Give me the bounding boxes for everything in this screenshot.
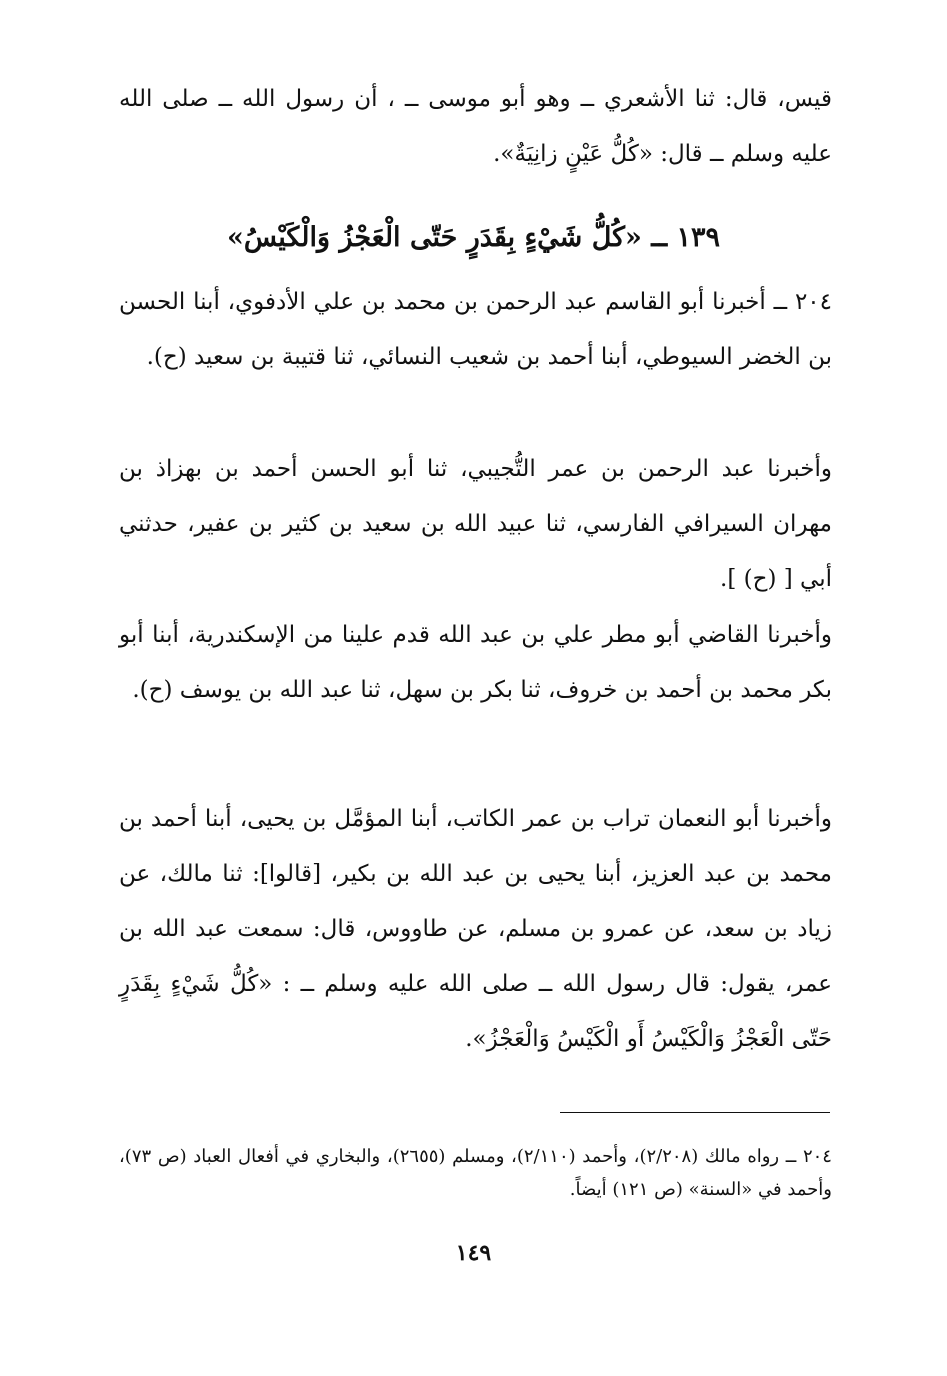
paragraph-abu-numan-chain: وأخبرنا أبو النعمان تراب بن عمر الكاتب، أبنا المؤمَّل بن يحيى، أبنا أحمد بن محمد بن عبد العزيز، أبنا يحيى بن عبد الله بن بكير، [قالوا]: ثنا مالك، عن زياد بن سعد، عن عمرو بن مسلم، عن طاووس، قال: سمعت عبد الله بن عمر، يقول: قال رسول الله ــ صلى الله عليه وسلم ــ : «كُلُّ شَيْءٍ بِقَدَرٍ حَتّى الْعَجْزُ وَالْكَيْسُ أَو الْكَيْسُ وَالْعَجْزُ». (119, 806, 832, 1052)
paragraph-tujibi-chain: وأخبرنا عبد الرحمن بن عمر التُّجيبي، ثنا أبو الحسن أحمد بن بهزاذ بن مهران السيرافي الفارسي، ثنا عبيد الله بن سعيد بن كثير بن عفير، حدثني أبي [ (ح) ]. (119, 456, 832, 592)
chapter-heading: ١٣٩ ــ «كُلُّ شَيْءٍ بِقَدَرٍ حَتّى الْعَجْزُ وَالْكَيْسُ» (226, 222, 721, 253)
footnote-divider (560, 1112, 830, 1113)
paragraph-hadith-204: ٢٠٤ ــ أخبرنا أبو القاسم عبد الرحمن بن محمد بن علي الأدفوي، أبنا الحسن بن الخضر السيوطي، أبنا أحمد بن شعيب النسائي، ثنا قتيبة بن سعيد (ح). (119, 289, 832, 370)
footnote: ٢٠٤ ــ رواه مالك (٢/٢٠٨)، وأحمد (٢/١١٠)، ومسلم (٢٦٥٥)، والبخاري في أفعال العباد (ص ٧٣)، وأحمد في «السنة» (ص ١٢١) أيضاً. (119, 1146, 832, 1200)
page-number: ١٤٩ (455, 1240, 492, 1266)
paragraph-intro: قيس، قال: ثنا الأشعري ــ وهو أبو موسى ــ ، أن رسول الله ــ صلى الله عليه وسلم ــ قال: «كُلُّ عَيْنٍ زانِيَةٌ». (119, 86, 832, 167)
paragraph-abu-matar-chain: وأخبرنا القاضي أبو مطر علي بن عبد الله قدم علينا من الإسكندرية، أبنا أبو بكر محمد بن أحمد بن خروف، ثنا بكر بن سهل، ثنا عبد الله بن يوسف (ح). (119, 622, 832, 703)
